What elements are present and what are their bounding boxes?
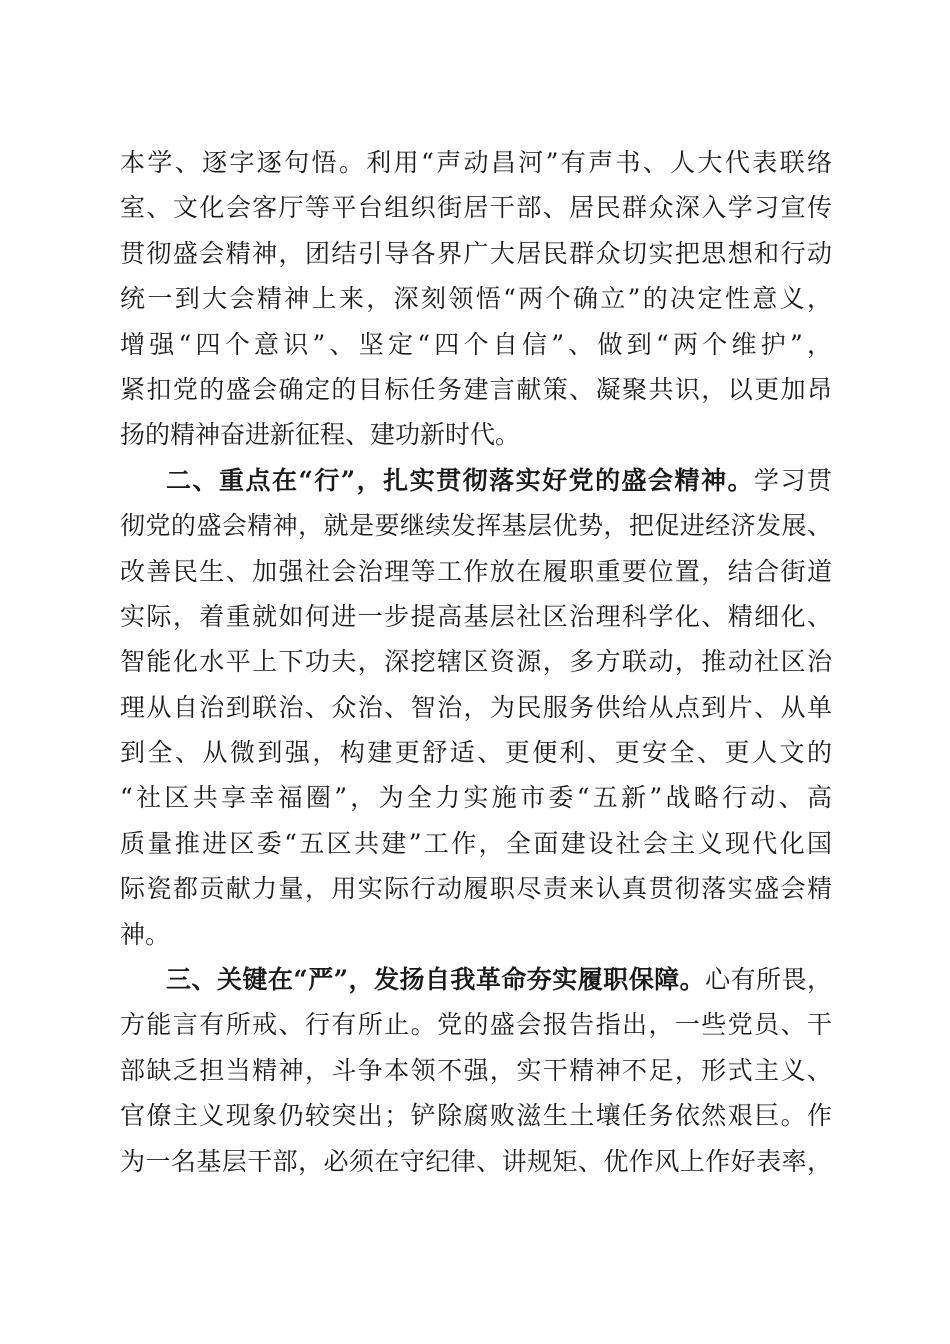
paragraph-3 xyxy=(120,957,832,1184)
paragraph-2 xyxy=(120,458,832,957)
text-line: 室、文化会客厅等平台组织街居干部、居民群众深入学习宣传 xyxy=(120,193,832,223)
text-line: 部缺乏担当精神，斗争本领不强，实干精神不足，形式主义、 xyxy=(120,1055,832,1085)
text-line: 智能化水平上下功夫，深挖辖区资源，多方联动，推动社区治 xyxy=(120,647,832,677)
text-run: 学习贯 xyxy=(754,465,832,495)
text-line: 方能言有所戒、行有所止。党的盛会报告指出，一些党员、干 xyxy=(120,1010,832,1040)
text-line: 紧扣党的盛会确定的目标任务建言献策、凝聚共识，以更加昂 xyxy=(120,374,832,404)
section-heading-3: 三、关键在“严”，发扬自我革命夯实履职保障。 xyxy=(166,965,706,995)
text-line: 官僚主义现象仍较突出；铲除腐败滋生土壤任务依然艰巨。作 xyxy=(120,1101,832,1131)
text-line: 实际，着重就如何进一步提高基层社区治理科学化、精细化、 xyxy=(120,601,832,631)
paragraph-1 xyxy=(120,140,832,458)
body-text xyxy=(120,140,832,1184)
section-heading-2: 二、重点在“行”，扎实贯彻落实好党的盛会精神。 xyxy=(166,465,755,495)
text-line: 改善民生、加强社会治理等工作放在履职重要位置，结合街道 xyxy=(120,556,832,586)
text-line: “社区共享幸福圈”，为全力实施市委“五新”战略行动、高 xyxy=(120,783,832,813)
text-line: 质量推进区委“五区共建”工作，全面建设社会主义现代化国 xyxy=(120,828,832,858)
heading-line xyxy=(120,458,832,503)
heading-line xyxy=(120,957,832,1002)
text-line: 际瓷都贡献力量，用实际行动履职尽责来认真贯彻落实盛会精 xyxy=(120,874,832,904)
text-line: 统一到大会精神上来，深刻领悟“两个确立”的决定性意义， xyxy=(120,284,832,314)
text-line: 理从自治到联治、众治、智治，为民服务供给从点到片、从单 xyxy=(120,692,832,722)
text-line: 到全、从微到强，构建更舒适、更便利、更安全、更人文的 xyxy=(120,738,832,768)
text-line: 贯彻盛会精神，团结引导各界广大居民群众切实把思想和行动 xyxy=(120,238,832,268)
text-line: 增强“四个意识”、坚定“四个自信”、做到“两个维护”， xyxy=(120,329,832,359)
text-line: 本学、逐字逐句悟。利用“声动昌河”有声书、人大代表联络 xyxy=(120,148,832,177)
text-line: 神。 xyxy=(120,919,171,949)
text-line: 扬的精神奋进新征程、建功新时代。 xyxy=(120,420,521,450)
text-run: 心有所畏， xyxy=(705,965,832,995)
text-line: 为一名基层干部，必须在守纪律、讲规矩、优作风上作好表率， xyxy=(120,1146,832,1176)
text-line: 彻党的盛会精神，就是要继续发挥基层优势，把促进经济发展、 xyxy=(120,511,832,541)
